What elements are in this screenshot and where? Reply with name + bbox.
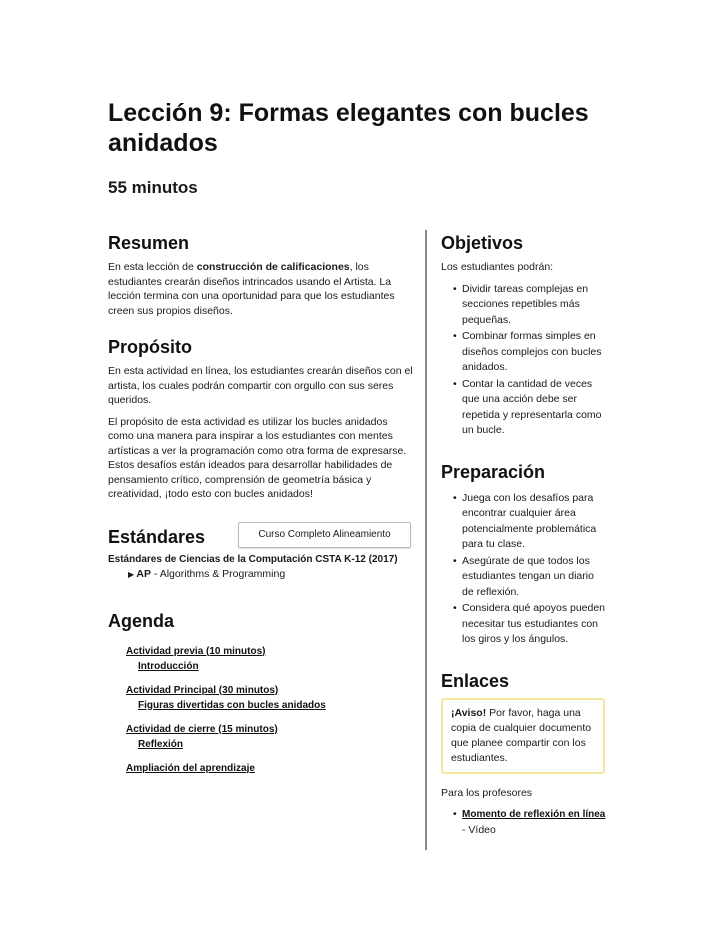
reflection-video-link[interactable]: Momento de reflexión en línea — [462, 809, 606, 820]
caret-right-icon: ▶ — [128, 569, 137, 579]
standard-label: - Algorithms & Programming — [150, 567, 286, 580]
agenda-sublink[interactable]: Introducción — [138, 660, 199, 672]
estandares-heading: Estándares — [108, 526, 206, 547]
agenda-item — [126, 642, 413, 674]
preparacion-heading: Preparación — [441, 461, 546, 482]
bold-text: construcción de calificaciones — [196, 261, 350, 273]
standard-code: AP — [136, 567, 151, 580]
estandares-section — [108, 526, 413, 580]
page-title: Lección 9: Formas elegantes con bucles anidados — [108, 99, 589, 157]
list-item: • Asegúrate de que todos los estudiantes tengan un diario de reflexión. — [453, 554, 607, 601]
preparacion-list — [453, 491, 607, 648]
objetivos-intro: Los estudiantes podrán: — [441, 261, 554, 273]
resumen-heading: Resumen — [108, 233, 190, 253]
agenda-sublink[interactable]: Reflexión — [138, 738, 184, 750]
list-item: • Considera qué apoyos pueden necesitar tus estudiantes con los giros y los ángulos. — [453, 601, 607, 648]
preparacion-section — [441, 461, 607, 648]
list-item: • Combinar formas simples en diseños complejos con bucles anidados. — [453, 329, 607, 376]
list-item: • Dividir tareas complejas en secciones repetibles más pequeñas. — [453, 282, 607, 329]
column-divider — [425, 230, 427, 850]
left-column — [108, 232, 413, 783]
agenda-heading: Agenda — [108, 610, 175, 631]
notice-text: Por favor, haga una copia de cualquier documento que planee compartir con los estudiantes. — [451, 706, 592, 764]
agenda-link[interactable]: Ampliación del aprendizaje — [126, 762, 255, 774]
enlaces-section — [441, 670, 607, 839]
agenda-item — [126, 759, 413, 776]
resumen-text — [108, 260, 413, 318]
standards-framework: Estándares de Ciencias de la Computación CSTA K-12 (2017) — [108, 553, 398, 565]
proposito-p2: El propósito de esta actividad es utilizar los bucles anidados como una manera para inspirar a los estudiantes con mentes artísticas a ver la programación como otra forma de expresarse. Estos desafíos están ideados para desarrollar habilidades de pensamiento crítico, comprensión de geometría básica y creatividad, ¡todo esto con bucles anidados! — [108, 415, 407, 500]
links-list — [453, 807, 607, 838]
full-course-alignment-button[interactable]: Curso Completo Alineamiento — [238, 522, 411, 548]
proposito-heading: Propósito — [108, 337, 192, 357]
agenda-link[interactable]: Actividad Principal (30 minutos) — [126, 684, 279, 696]
list-item: • Contar la cantidad de veces que una acción debe ser repetida y representarla como un bucle. — [453, 377, 607, 439]
for-teachers-label: Para los profesores — [441, 786, 533, 799]
enlaces-heading: Enlaces — [441, 670, 510, 691]
notice-box — [441, 698, 605, 774]
agenda-sublink[interactable]: Figuras divertidas con bucles anidados — [138, 699, 326, 711]
agenda-link[interactable]: Actividad de cierre (15 minutos) — [126, 723, 278, 735]
objetivos-list — [453, 282, 607, 439]
resumen-section — [108, 232, 413, 318]
objetivos-section — [441, 232, 607, 439]
agenda-section — [108, 610, 413, 776]
link-type: - Vídeo — [462, 823, 496, 836]
notice-label: ¡Aviso! — [451, 706, 487, 719]
agenda-link[interactable]: Actividad previa (10 minutos) — [126, 645, 266, 657]
lesson-duration: 55 minutos — [108, 178, 198, 197]
text: , los estudiantes crearán diseños intrincados usando el Artista. La lección termina con una oportunidad para que los estudiantes creen sus propios diseños. — [108, 261, 395, 317]
agenda-item — [126, 720, 413, 752]
text: En esta lección de — [108, 261, 197, 273]
proposito-p1: En esta actividad en línea, los estudiantes crearán diseños con el artista, los cuales podrán compartir con orgullo con sus seres queridos. — [108, 365, 413, 406]
list-item: • Juega con los desafíos para encontrar cualquier área potencialmente problemática para tu clase. — [453, 491, 607, 553]
right-column — [441, 232, 607, 839]
objetivos-heading: Objetivos — [441, 233, 524, 253]
list-item — [453, 807, 607, 838]
proposito-section — [108, 336, 413, 502]
agenda-item — [126, 681, 413, 713]
standard-item[interactable] — [128, 568, 413, 580]
